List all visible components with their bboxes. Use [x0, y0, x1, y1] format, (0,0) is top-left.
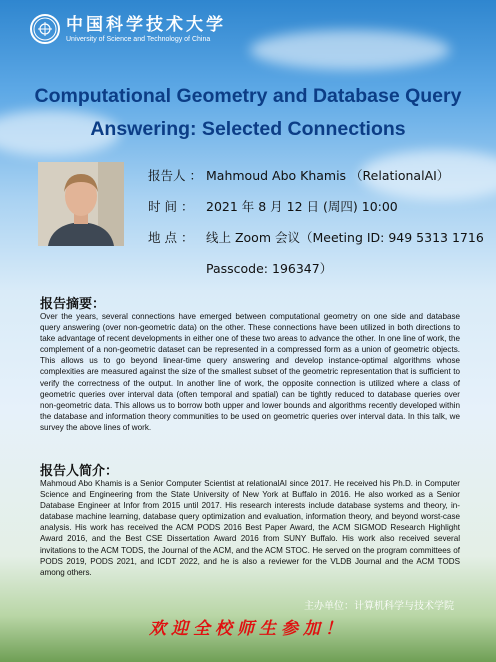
time-row: [148, 197, 398, 215]
speaker-photo: [38, 162, 124, 246]
passcode-value: Passcode: 196347）: [206, 261, 333, 276]
speaker-label: 报告人 ：: [148, 168, 202, 183]
speaker-value: Mahmoud Abo Khamis （RelationalAI）: [206, 168, 450, 183]
time-label: 时 间 ：: [148, 199, 194, 214]
place-value: 线上 Zoom 会议（Meeting ID: 949 5313 1716: [206, 230, 484, 245]
logo-chinese-name: 中国科学技术大学: [66, 14, 226, 35]
place-label: 地 点 ：: [148, 230, 194, 245]
talk-title: [0, 80, 496, 146]
place-row: [148, 228, 484, 246]
university-logo: [30, 14, 226, 44]
bio-heading: 报告人简介：: [40, 464, 119, 479]
logo-english-name: University of Science and Technology of China: [66, 35, 211, 43]
speaker-row: [148, 166, 449, 184]
university-seal-icon: [30, 14, 60, 44]
talk-title-line2: Answering: Selected Connections: [90, 118, 406, 140]
bio-text: Mahmoud Abo Khamis is a Senior Computer Scientist at relationalAI since 2017. He received his Ph.D. in Computer Science and Engineering from the State University of New York at Buffalo in 2016. He also worked as a Senior Database Engineer at Infor from 2015 until 2017. His research interests include database systems and theory, in-database machine learning, database query optimization and evaluation, information theory, and beyond worst-case analysis. His work has received the ACM PODS 2016 Best Paper Award, the ACM SIGMOD Research Highlight Award 2016, and the Best CSE Dissertation Award 2016 from SUNY Buffalo. His work also received several invitations to the ACM TODS, the Journal of the ACM, and the ACM STOC. He served on the program committees of PODS 2019, PODS 2021, and ICDT 2022, and he is also a reviewer for the VLDB Journal and the ACM TODS among others.: [40, 479, 460, 577]
cloud-decoration: [250, 30, 450, 70]
time-value: 2021 年 8 月 12 日 (周四) 10:00: [206, 199, 398, 214]
abstract-heading: 报告摘要：: [40, 297, 106, 312]
passcode-row: [206, 259, 332, 277]
abstract-text: Over the years, several connections have emerged between computational geometry on one side and database query answering (over non-geometric data) on the other. These connections have been utilized in both directions to take advantage of recent developments in either one of these two areas to advance the other. In one line of work, the complement of a non-geometric dataset can be represented in a compressed form as a union of geometric objects. This allows us to go beyond linear-time query answering and develop instance-optimal algorithms whose complexities are measured against the size of the smallest subset of the geometric representation that is sufficient to verify the correctness of the output. In another line of work, the opposite connection is utilized where a class of geometric queries over interval data (often temporal and spatial) can be tightly reduced to database queries over non-geometric data. This allows us to borrow both upper and lower bounds and algorithms recently developed within the database and information theory communities to be used on geometric queries over interval data. In this talk, we survey the above lines of work.: [40, 312, 460, 432]
welcome-banner: 欢迎全校师生参加！: [149, 619, 347, 639]
talk-title-line1: Computational Geometry and Database Query: [34, 85, 462, 107]
host-organizer: 主办单位：计算机科学与技术学院: [304, 601, 454, 612]
